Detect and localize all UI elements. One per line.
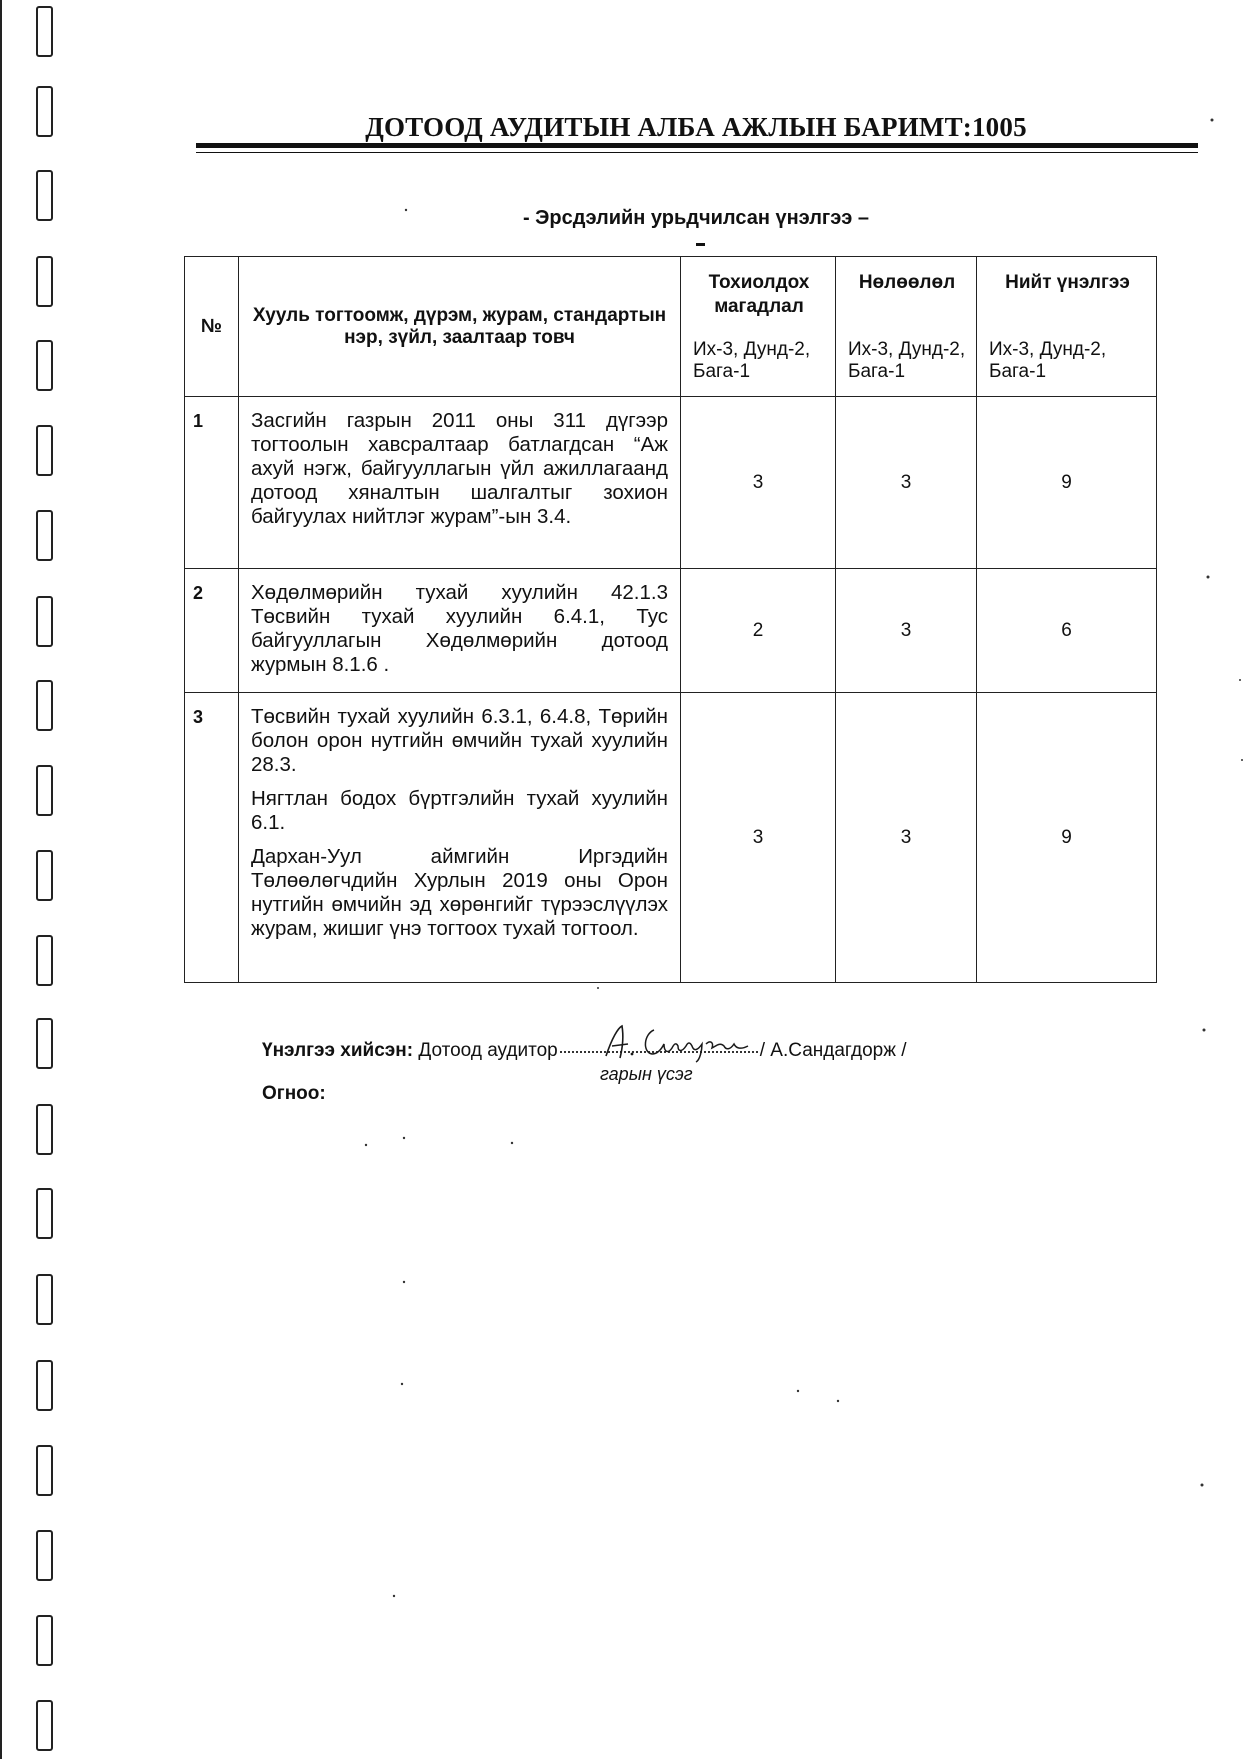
row-probability: 3 [681, 397, 836, 569]
signature-label: Үнэлгээ хийсэн: [262, 1040, 414, 1061]
row-number: 3 [185, 693, 239, 983]
row-impact: 3 [836, 693, 977, 983]
header-number: № [185, 257, 239, 397]
header-impact-scale: Их-3, Дунд-2, Бага-1 [848, 339, 966, 382]
row-number: 1 [185, 397, 239, 569]
date-label: Огноо: [262, 1083, 326, 1104]
signature-caption: гарын үсэг [600, 1064, 693, 1084]
law-paragraph: Төсвийн тухай хуулийн 6.3.1, 6.4.8, Төрийн болон орон нутгийн өмчийн тухай хуулийн 28.3. [251, 705, 668, 776]
signature-role: Дотоод аудитор [418, 1040, 558, 1061]
document-title: ДОТООД АУДИТЫН АЛБА АЖЛЫН БАРИМТ:1005 [365, 112, 1027, 142]
header-total-scale: Их-3, Дунд-2, Бага-1 [989, 339, 1107, 382]
header-probability-scale: Их-3, Дунд-2, Бага-1 [693, 339, 811, 382]
law-paragraph: Дархан-Уул аймгийн Иргэдийн Төлөөлөгчдийн Хурлын 2019 оны Орон нутгийн өмчийн эд хөрөнгийг түрээслүүлэх журам, жишиг үнэ тогтоох тухай тогтоол. [251, 845, 668, 940]
row-probability: 3 [681, 693, 836, 983]
header-probability-label: Тохиолдох магадлал [708, 272, 810, 317]
row-impact: 3 [836, 569, 977, 693]
row-total: 6 [977, 569, 1157, 693]
row-number: 2 [185, 569, 239, 693]
row-total: 9 [977, 693, 1157, 983]
row-probability: 2 [681, 569, 836, 693]
law-paragraph: Хөдөлмөрийн тухай хуулийн 42.1.3 Төсвийн тухай хуулийн 6.4.1, Тус байгууллагын Хөдөлмөрийн дотоод журмын 8.1.6 . [251, 581, 668, 676]
law-paragraph: Засгийн газрын 2011 оны 311 дүгээр тогтоолын хавсралтаар батлагдсан “Аж ахуй нэгж, байгууллагын үйл ажиллагаанд дотоод хяналтын шалгалтыг зохион байгуулах нийтлэг журам”-ын 3.4. [251, 409, 668, 528]
header-law: Хууль тогтоомж, дүрэм, журам, стандартын нэр, зүйл, заалтаар товч [239, 257, 681, 397]
signature-name: / А.Сандагдорж / [759, 1040, 907, 1061]
header-total-label: Нийт үнэлгээ [1005, 272, 1130, 293]
row-impact: 3 [836, 397, 977, 569]
document-subtitle: - Эрсдэлийн урьдчилсан үнэлгээ – [522, 207, 870, 229]
header-impact-label: Нөлөөлөл [858, 272, 956, 293]
row-total: 9 [977, 397, 1157, 569]
law-paragraph: Нягтлан бодох бүртгэлийн тухай хуулийн 6.1. [251, 787, 668, 834]
